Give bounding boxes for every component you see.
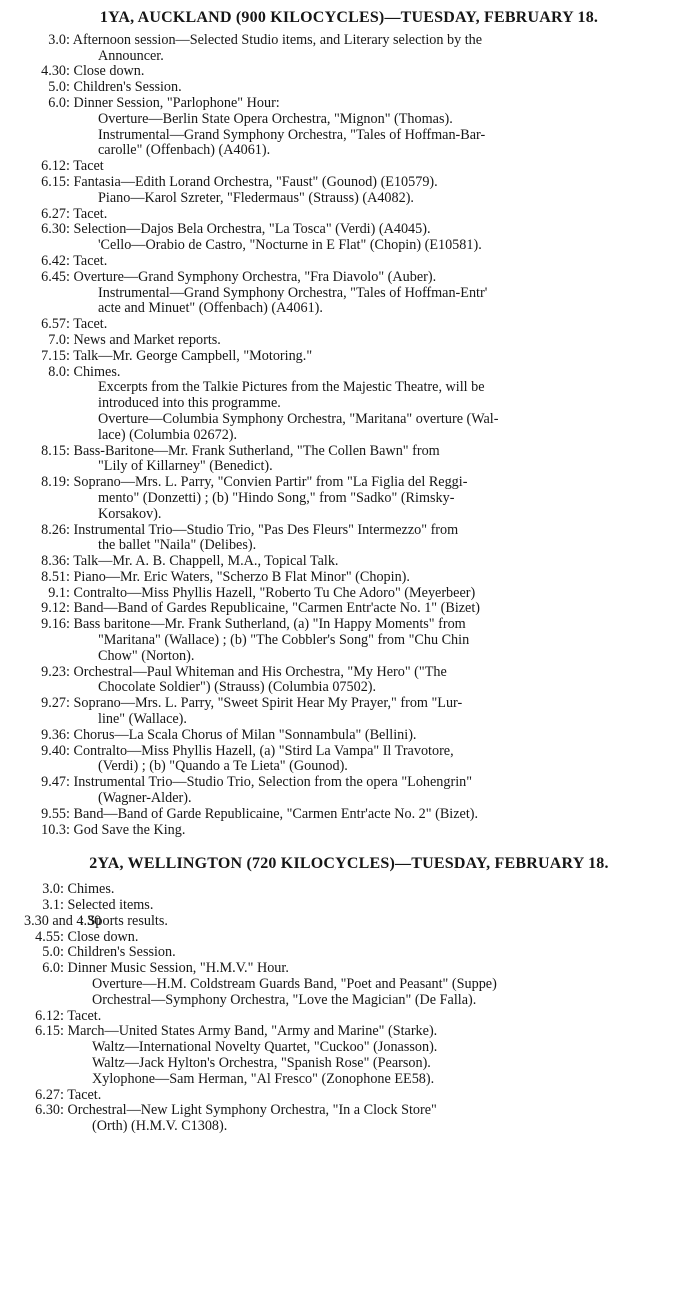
entry-time: 8.15 (41, 442, 66, 459)
entry-continuation-line: (Verdi) ; (b) "Quando a Te Lieta" (Gounod). (98, 758, 348, 775)
programme-entry (4, 1088, 694, 1104)
entry-continuation-line: introduced into this programme. (98, 395, 281, 412)
entry-time: 6.0 (48, 94, 66, 111)
entry-continuation-line: Korsakov). (98, 505, 162, 522)
entry-continuation-line: the ballet "Naila" (Delibes). (98, 537, 257, 554)
programme-entry (4, 523, 694, 555)
entry-line: : Tacet. (60, 1007, 102, 1024)
programme-entry (4, 554, 694, 570)
programme-entry (4, 665, 694, 697)
entry-line: : Tacet (66, 158, 104, 175)
entry-line: : Orchestral—New Light Symphony Orchestra, "In a Clock Store" (60, 1102, 437, 1119)
entry-description (66, 207, 694, 223)
entry-time: 4.55 (35, 928, 60, 945)
entry-description (66, 586, 694, 602)
programme-entry (4, 33, 694, 65)
entry-time: 5.0 (42, 944, 60, 961)
programme-entry (4, 961, 694, 1008)
station-heading: 1YA, AUCKLAND (900 KILOCYCLES)—TUESDAY, FEBRUARY 18. (99, 9, 599, 26)
entry-line: : Children's Session. (66, 79, 182, 96)
entry-time: 9.16 (41, 616, 66, 633)
entry-line: : Chorus—La Scala Chorus of Milan "Sonnambula" (Bellini). (66, 726, 417, 743)
entry-time: 3.0 (42, 881, 60, 898)
entry-description (66, 775, 694, 807)
entry-description (66, 744, 694, 776)
entry-time: 8.36 (41, 553, 66, 570)
entry-description (60, 1088, 694, 1104)
entry-description (66, 254, 694, 270)
entry-description (66, 728, 694, 744)
entry-description (66, 80, 694, 96)
programme-entry (4, 1009, 694, 1025)
entry-time: 6.0 (42, 960, 60, 977)
programme-entry (4, 696, 694, 728)
entry-time: 8.0 (48, 363, 66, 380)
programme-entry (4, 254, 694, 270)
programme-entry (4, 159, 694, 175)
entry-description (60, 930, 694, 946)
entry-line: : Fantasia—Edith Lorand Orchestra, "Faust" (Gounod) (E10579). (66, 173, 438, 190)
entry-time: 9.1 (48, 584, 66, 601)
entry-description (66, 317, 694, 333)
entry-continuation-line: Excerpts from the Talkie Pictures from the Majestic Theatre, will be (98, 379, 485, 396)
entry-description (66, 96, 694, 159)
entry-description (60, 898, 694, 914)
programme-entry (4, 333, 694, 349)
entry-line: : Selected items. (60, 897, 154, 914)
entry-description (66, 601, 694, 617)
entry-time: 3.0 (48, 31, 66, 48)
programme-entry (4, 898, 694, 914)
entry-time: 8.51 (41, 568, 66, 585)
entry-line: : Selection—Dajos Bela Orchestra, "La Tosca" (Verdi) (A4045). (66, 221, 431, 238)
entry-time: 9.40 (41, 742, 66, 759)
entry-line: : Tacet. (60, 1086, 102, 1103)
programme-entry (4, 270, 694, 317)
entry-line: : Children's Session. (60, 944, 176, 961)
entry-line: : Contralto—Miss Phyllis Hazell, "Roberto Tu Che Adoro" (Meyerbeer) (66, 584, 476, 601)
entry-line: : Talk—Mr. A. B. Chappell, M.A., Topical Talk. (66, 553, 339, 570)
entry-continuation-line: Waltz—Jack Hylton's Orchestra, "Spanish Rose" (Pearson). (92, 1055, 431, 1071)
entry-line: : Close down. (60, 928, 139, 945)
entry-time: 7.0 (48, 331, 66, 348)
entry-time: 5.0 (48, 79, 66, 96)
entry-time: 6.30 (35, 1102, 60, 1119)
entry-time: 8.19 (41, 474, 66, 491)
programme-entry (4, 175, 694, 207)
entry-continuation-line: mento" (Donzetti) ; (b) "Hindo Song," from "Sadko" (Rimsky- (98, 489, 455, 506)
entry-line: : Soprano—Mrs. L. Parry, "Convien Partir" from "La Figlia del Reggi- (66, 474, 468, 491)
entry-line: : Chimes. (60, 881, 115, 898)
entry-line: : Tacet. (66, 252, 108, 269)
station-section (4, 856, 694, 1135)
entry-line: : God Save the King. (66, 821, 186, 838)
entry-time: 7.15 (41, 347, 66, 364)
entry-time: 6.27 (35, 1086, 60, 1103)
entry-line: : Piano—Mr. Eric Waters, "Scherzo B Flat Minor" (Chopin). (66, 568, 410, 585)
entry-description (66, 570, 694, 586)
programme-entry (4, 222, 694, 254)
entry-description (66, 696, 694, 728)
entry-time: 9.55 (41, 805, 66, 822)
entry-description (80, 914, 694, 930)
entry-description (66, 349, 694, 365)
entry-time: 4.30 (41, 63, 66, 80)
programme-entry (4, 617, 694, 664)
station-section (4, 10, 694, 838)
entry-line: : Tacet. (66, 316, 108, 333)
entry-description (60, 882, 694, 898)
entry-description (60, 961, 694, 1008)
entry-line: : March—United States Army Band, "Army and Marine" (Starke). (60, 1023, 438, 1040)
entry-continuation-line: Instrumental—Grand Symphony Orchestra, "Tales of Hoffman-Entr' (98, 284, 488, 301)
entry-continuation-line: Piano—Karol Szreter, "Fledermaus" (Strauss) (A4082). (98, 189, 414, 206)
entry-description (66, 333, 694, 349)
entry-continuation-line: Overture—H.M. Coldstream Guards Band, "Poet and Peasant" (Suppe) (92, 976, 497, 993)
entry-description (66, 222, 694, 254)
programme-entry (4, 1103, 694, 1135)
programme-entry (4, 744, 694, 776)
programme-entry (4, 444, 694, 476)
entry-description (66, 475, 694, 522)
entry-time: 6.15 (41, 173, 66, 190)
entry-time: 9.36 (41, 726, 66, 743)
programme-entry (4, 1024, 694, 1087)
entry-continuation-line: Orchestral—Symphony Orchestra, "Love the Magician" (De Falla). (92, 991, 477, 1008)
entry-description (66, 64, 694, 80)
programme-entry (4, 317, 694, 333)
entry-continuation-line: Chow" (Norton). (98, 647, 195, 664)
entry-time: 6.30 (41, 221, 66, 238)
entry-continuation-line: Waltz—International Novelty Quartet, "Cuckoo" (Jonasson). (92, 1039, 438, 1056)
entry-description (66, 444, 694, 476)
entry-continuation-line: Announcer. (98, 47, 164, 64)
entry-time: 6.45 (41, 268, 66, 285)
entry-continuation-line: line" (Wallace). (98, 711, 187, 728)
programme-entry (4, 349, 694, 365)
programme-entry (4, 601, 694, 617)
entry-line: : Instrumental Trio—Studio Trio, "Pas Des Fleurs" Intermezzo" from (66, 521, 459, 538)
entry-line: : Overture—Grand Symphony Orchestra, "Fra Diavolo" (Auber). (66, 268, 437, 285)
programme-entry (4, 728, 694, 744)
programme-entry (4, 207, 694, 223)
entry-line: : Dinner Music Session, "H.M.V." Hour. (60, 960, 289, 977)
entry-time: 3.30 and 4.30 (24, 912, 102, 929)
entry-description (66, 270, 694, 317)
entry-continuation-line: lace) (Columbia 02672). (98, 426, 238, 443)
entry-time: 9.23 (41, 663, 66, 680)
entry-time: 8.26 (41, 521, 66, 538)
entry-continuation-line: "Lily of Killarney" (Benedict). (98, 458, 273, 475)
programme-listings (4, 10, 694, 1135)
programme-entry (4, 914, 694, 930)
entry-continuation-line: Overture—Columbia Symphony Orchestra, "Maritana" overture (Wal- (98, 410, 499, 427)
programme-entry (4, 882, 694, 898)
programme-entry (4, 570, 694, 586)
entry-description (66, 159, 694, 175)
entry-line: : Talk—Mr. George Campbell, "Motoring." (66, 347, 313, 364)
entry-continuation-line: carolle" (Offenbach) (A4061). (98, 142, 271, 159)
entry-description (60, 945, 694, 961)
entry-time: 9.12 (41, 600, 66, 617)
entry-time: 6.15 (35, 1023, 60, 1040)
entry-line: : Orchestral—Paul Whiteman and His Orchestra, "My Hero" ("The (66, 663, 447, 680)
entry-continuation-line: Chocolate Soldier") (Strauss) (Columbia 07502). (98, 679, 377, 696)
entry-time: 9.47 (41, 774, 66, 791)
entry-continuation-line: acte and Minuet" (Offenbach) (A4061). (98, 300, 323, 317)
entry-time: 9.27 (41, 695, 66, 712)
entry-description (60, 1103, 694, 1135)
entry-description (66, 807, 694, 823)
entry-description (66, 523, 694, 555)
entry-line: : Instrumental Trio—Studio Trio, Selection from the opera "Lohengrin" (66, 774, 473, 791)
entry-line: : Afternoon session—Selected Studio items, and Literary selection by the (66, 31, 483, 48)
entry-line: : News and Market reports. (66, 331, 221, 348)
entry-continuation-line: 'Cello—Orabio de Castro, "Nocturne in E Flat" (Chopin) (E10581). (98, 237, 482, 254)
entry-time: 6.42 (41, 252, 66, 269)
entry-time: 10.3 (41, 821, 66, 838)
entry-line: : Band—Band of Garde Republicaine, "Carmen Entr'acte No. 2" (Bizet). (66, 805, 479, 822)
programme-entry (4, 475, 694, 522)
entry-continuation-line: "Maritana" (Wallace) ; (b) "The Cobbler's Song" from "Chu Chin (98, 632, 470, 649)
entry-description (60, 1009, 694, 1025)
programme-entry (4, 586, 694, 602)
programme-entry (4, 96, 694, 159)
programme-entry (4, 823, 694, 839)
entry-description (66, 617, 694, 664)
entry-description (60, 1024, 694, 1087)
entry-continuation-line: (Wagner-Alder). (98, 790, 192, 807)
entry-time: 6.12 (41, 158, 66, 175)
entry-continuation-line: Overture—Berlin State Opera Orchestra, "Mignon" (Thomas). (98, 110, 453, 127)
programme-entry (4, 930, 694, 946)
entry-line: : Close down. (66, 63, 145, 80)
entry-time: 6.12 (35, 1007, 60, 1024)
entry-time: 6.57 (41, 316, 66, 333)
entry-line: : Bass-Baritone—Mr. Frank Sutherland, "The Collen Bawn" from (66, 442, 440, 459)
entry-time: 6.27 (41, 205, 66, 222)
entry-description (66, 665, 694, 697)
entry-description (66, 365, 694, 444)
entry-line: : Chimes. (66, 363, 121, 380)
programme-entry (4, 365, 694, 444)
entry-line: : Bass baritone—Mr. Frank Sutherland, (a) "In Happy Moments" from (66, 616, 466, 633)
programme-entry (4, 80, 694, 96)
entry-description (66, 175, 694, 207)
programme-entry (4, 775, 694, 807)
entry-continuation-line: Instrumental—Grand Symphony Orchestra, "Tales of Hoffman-Bar- (98, 126, 486, 143)
entry-time: 3.1 (42, 897, 60, 914)
entry-line: : Soprano—Mrs. L. Parry, "Sweet Spirit Hear My Prayer," from "Lur- (66, 695, 463, 712)
entry-line: : Tacet. (66, 205, 108, 222)
programme-entry (4, 945, 694, 961)
entry-line: : Band—Band of Gardes Republicaine, "Carmen Entr'acte No. 1" (Bizet) (66, 600, 481, 617)
entry-line: : Sports results. (80, 912, 168, 929)
programme-entry (4, 64, 694, 80)
entry-continuation-line: (Orth) (H.M.V. C1308). (92, 1118, 228, 1135)
entry-line: : Dinner Session, "Parlophone" Hour: (66, 94, 280, 111)
entry-continuation-line: Xylophone—Sam Herman, "Al Fresco" (Zonophone EE58). (92, 1070, 435, 1087)
entry-description (66, 554, 694, 570)
entry-description (66, 823, 694, 839)
entry-line: : Contralto—Miss Phyllis Hazell, (a) "Stird La Vampa" Il Travotore, (66, 742, 454, 759)
station-heading: 2YA, WELLINGTON (720 KILOCYCLES)—TUESDAY, FEBRUARY 18. (89, 855, 609, 873)
entry-description (66, 33, 694, 65)
programme-entry (4, 807, 694, 823)
